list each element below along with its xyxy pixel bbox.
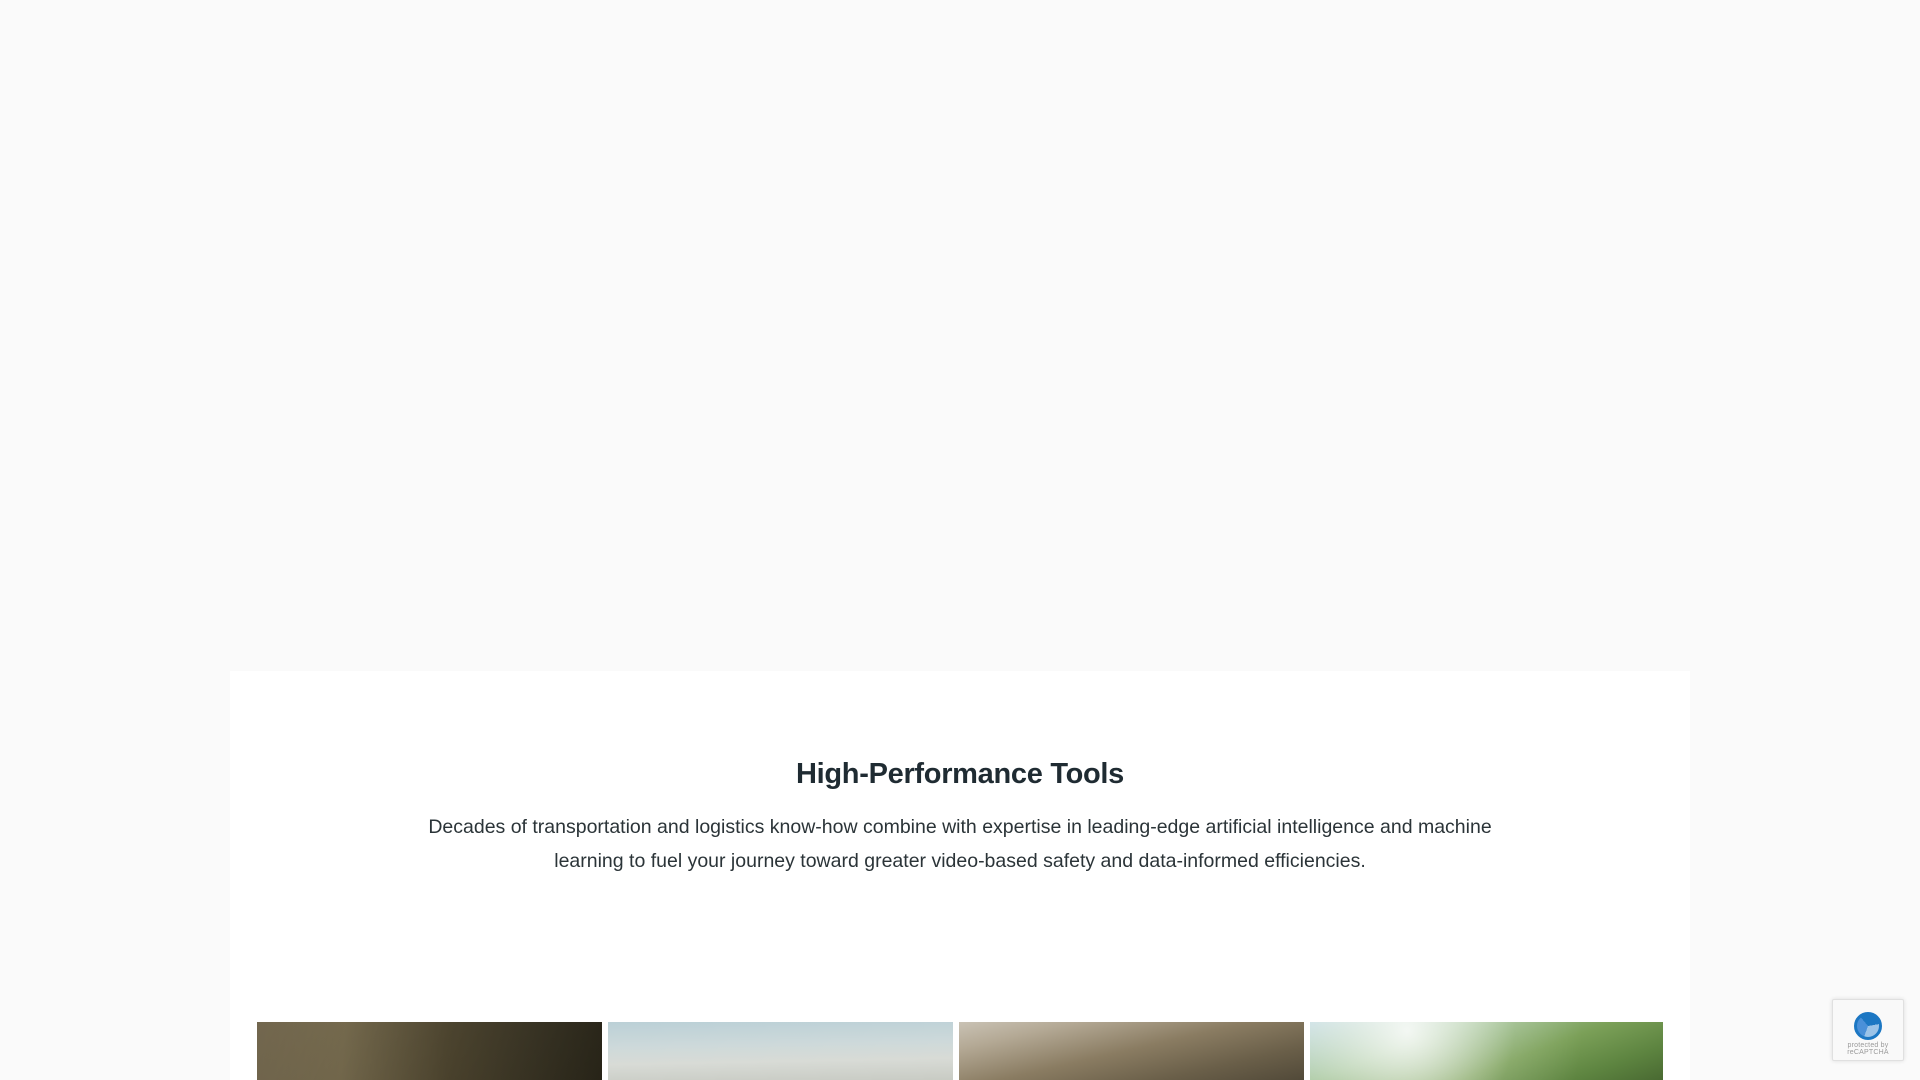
recaptcha-label: protected by reCAPTCHA: [1847, 1042, 1889, 1056]
section-description: Decades of transportation and logistics know-how combine with expertise in leading-edge artificial intelligence and machine learning to fuel your journey toward greater video-based safety and data-informed efficiencies.: [428, 816, 1492, 872]
gallery-image-green-foliage[interactable]: [1310, 1022, 1663, 1080]
gallery-image-tan-surface[interactable]: [959, 1022, 1304, 1080]
gallery-image-wood-interior[interactable]: [257, 1022, 602, 1080]
image-gallery-strip: [230, 1022, 1690, 1080]
gallery-image-sky-road-inner: [608, 1022, 953, 1080]
recaptcha-icon: [1854, 1012, 1882, 1040]
recaptcha-badge[interactable]: [1832, 999, 1904, 1061]
gallery-image-wood-interior-inner: [257, 1022, 602, 1080]
gallery-image-sky-road[interactable]: [608, 1022, 953, 1080]
gallery-image-tan-surface-inner: [959, 1022, 1304, 1080]
page-title: High-Performance Tools: [795, 758, 1125, 790]
gallery-image-green-foliage-inner: [1310, 1022, 1663, 1080]
high-performance-tools-section: [230, 671, 1690, 1080]
